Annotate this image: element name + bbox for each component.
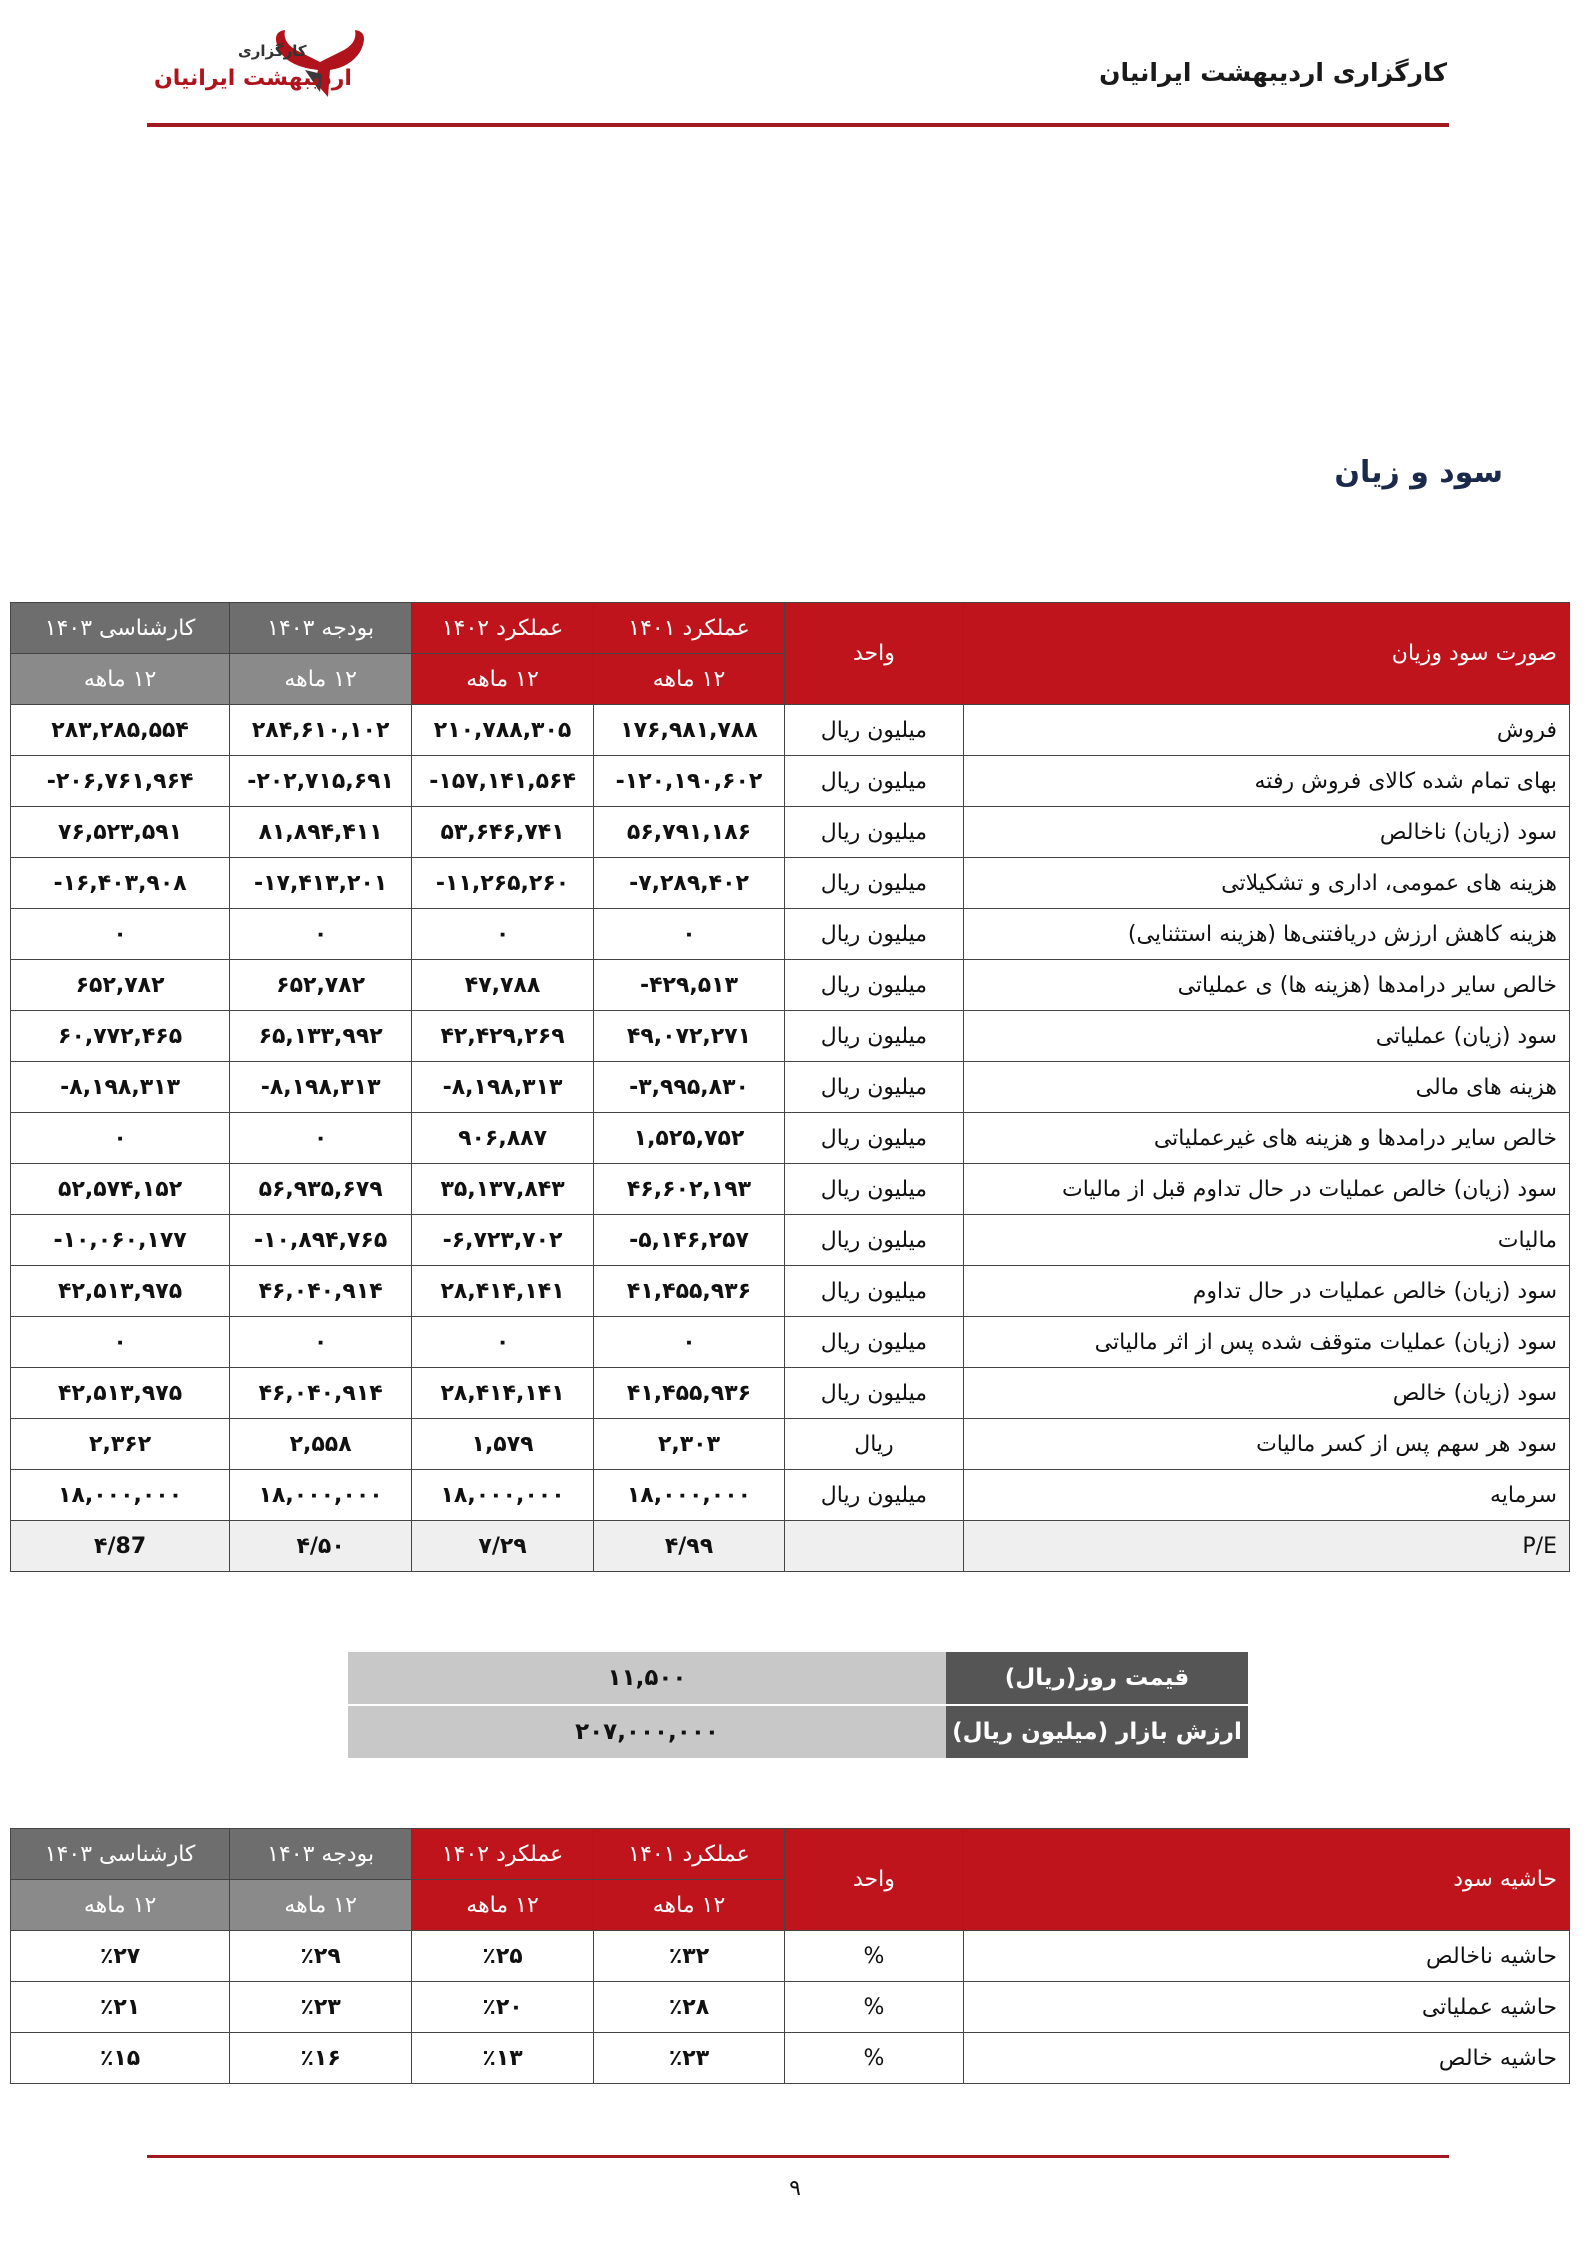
row-value: ۱۸,۰۰۰,۰۰۰ [230, 1470, 412, 1521]
row-value: ٪۲۰ [412, 1982, 594, 2033]
row-value: ٪۲۳ [230, 1982, 412, 2033]
row-value: -۶,۷۲۳,۷۰۲ [412, 1215, 594, 1266]
header-period3: ۱۲ ماهه [230, 1880, 412, 1931]
row-value: ۷/۲۹ [412, 1521, 594, 1572]
header-col2: عملکرد ۱۴۰۲ [412, 1829, 594, 1880]
row-value: ۶۵۲,۷۸۲ [230, 960, 412, 1011]
header-period3: ۱۲ ماهه [230, 654, 412, 705]
row-label: سرمایه [963, 1470, 1569, 1521]
row-label: سود (زیان) عملیاتی [963, 1011, 1569, 1062]
header-col3: بودجه ۱۴۰۳ [230, 603, 412, 654]
row-value: ۶۵۲,۷۸۲ [11, 960, 230, 1011]
header-col4: کارشناسی ۱۴۰۳ [11, 603, 230, 654]
row-value: ۴۲,۴۲۹,۲۶۹ [412, 1011, 594, 1062]
row-unit: میلیون ریال [784, 1215, 963, 1266]
table-row [11, 960, 1570, 1011]
table-row [11, 1062, 1570, 1113]
header-col4: کارشناسی ۱۴۰۳ [11, 1829, 230, 1880]
table-row [11, 1011, 1570, 1062]
row-unit: میلیون ریال [784, 705, 963, 756]
row-value: ٪۳۲ [594, 1931, 785, 1982]
logo-big-text: اردیبهشت ایرانیان [154, 66, 352, 91]
row-value: -۱۶,۴۰۳,۹۰۸ [11, 858, 230, 909]
table-row [11, 1521, 1570, 1572]
row-label: هزینه کاهش ارزش دریافتنی‌ها (هزینه استثنایی) [963, 909, 1569, 960]
table-row [11, 1368, 1570, 1419]
row-value: ۶۵,۱۳۳,۹۹۲ [230, 1011, 412, 1062]
row-value: ۴۲,۵۱۳,۹۷۵ [11, 1266, 230, 1317]
row-unit: میلیون ریال [784, 807, 963, 858]
table-row [11, 1266, 1570, 1317]
row-unit: میلیون ریال [784, 1368, 963, 1419]
row-label: هزینه های مالی [963, 1062, 1569, 1113]
row-value: ٪۲۳ [594, 2033, 785, 2084]
row-value: ۴۷,۷۸۸ [412, 960, 594, 1011]
price-label: قیمت روز(ریال) [946, 1652, 1248, 1705]
row-label: فروش [963, 705, 1569, 756]
row-value: ۲۸۳,۲۸۵,۵۵۴ [11, 705, 230, 756]
header-item: حاشیه سود [963, 1829, 1569, 1931]
row-label: سود (زیان) ناخالص [963, 807, 1569, 858]
row-value: ۰ [230, 1317, 412, 1368]
row-unit [784, 1521, 963, 1572]
row-unit: میلیون ریال [784, 909, 963, 960]
row-label: هزینه های عمومی، اداری و تشکیلاتی [963, 858, 1569, 909]
row-value: -۸,۱۹۸,۳۱۳ [230, 1062, 412, 1113]
income-statement-table [10, 602, 1570, 1572]
row-value: ۵۳,۶۴۶,۷۴۱ [412, 807, 594, 858]
row-value: ٪۲۸ [594, 1982, 785, 2033]
row-value: ۴۲,۵۱۳,۹۷۵ [11, 1368, 230, 1419]
row-unit: میلیون ریال [784, 960, 963, 1011]
table-row [11, 1317, 1570, 1368]
row-value: ٪۱۳ [412, 2033, 594, 2084]
row-value: -۸,۱۹۸,۳۱۳ [412, 1062, 594, 1113]
row-value: ۲۸۴,۶۱۰,۱۰۲ [230, 705, 412, 756]
header-period2: ۱۲ ماهه [412, 654, 594, 705]
row-value: ۷۶,۵۲۳,۵۹۱ [11, 807, 230, 858]
row-value: ۲۸,۴۱۴,۱۴۱ [412, 1266, 594, 1317]
row-value: ٪۱۵ [11, 2033, 230, 2084]
header-period4: ۱۲ ماهه [11, 1880, 230, 1931]
row-value: ۰ [11, 1317, 230, 1368]
company-logo [150, 22, 370, 112]
row-value: -۱۷,۴۱۳,۲۰۱ [230, 858, 412, 909]
row-value: ۱۸,۰۰۰,۰۰۰ [11, 1470, 230, 1521]
row-value: ۲,۳۶۲ [11, 1419, 230, 1470]
row-value: -۱۰,۸۹۴,۷۶۵ [230, 1215, 412, 1266]
row-value: ۱۸,۰۰۰,۰۰۰ [594, 1470, 785, 1521]
header-col1: عملکرد ۱۴۰۱ [594, 1829, 785, 1880]
row-value: ٪۲۹ [230, 1931, 412, 1982]
header-period1: ۱۲ ماهه [594, 1880, 785, 1931]
row-value: ۰ [230, 909, 412, 960]
row-label: P/E [963, 1521, 1569, 1572]
header-col1: عملکرد ۱۴۰۱ [594, 603, 785, 654]
row-value: -۱۵۷,۱۴۱,۵۶۴ [412, 756, 594, 807]
row-unit: % [784, 1931, 963, 1982]
profit-margin-table [10, 1828, 1570, 2084]
header-col2: عملکرد ۱۴۰۲ [412, 603, 594, 654]
row-value: -۲۰۲,۷۱۵,۶۹۱ [230, 756, 412, 807]
table-row [11, 909, 1570, 960]
row-unit: میلیون ریال [784, 1470, 963, 1521]
row-value: ۴۱,۴۵۵,۹۳۶ [594, 1368, 785, 1419]
row-label: بهای تمام شده کالای فروش رفته [963, 756, 1569, 807]
header-item: صورت سود وزیان [963, 603, 1569, 705]
header-col3: بودجه ۱۴۰۳ [230, 1829, 412, 1880]
row-value: ۳۵,۱۳۷,۸۴۳ [412, 1164, 594, 1215]
row-label: حاشیه خالص [963, 2033, 1569, 2084]
row-unit: میلیون ریال [784, 1011, 963, 1062]
row-value: ۴۶,۰۴۰,۹۱۴ [230, 1368, 412, 1419]
table-row [11, 1931, 1570, 1982]
row-label: سود (زیان) خالص [963, 1368, 1569, 1419]
row-label: حاشیه ناخالص [963, 1931, 1569, 1982]
row-value: ۱۷۶,۹۸۱,۷۸۸ [594, 705, 785, 756]
row-value: ۲۱۰,۷۸۸,۳۰۵ [412, 705, 594, 756]
row-unit: میلیون ریال [784, 1317, 963, 1368]
row-unit: میلیون ریال [784, 1164, 963, 1215]
row-label: سود (زیان) خالص عملیات در حال تداوم قبل از مالیات [963, 1164, 1569, 1215]
row-value: ۵۲,۵۷۴,۱۵۲ [11, 1164, 230, 1215]
row-unit: میلیون ریال [784, 756, 963, 807]
row-value: ۲,۳۰۳ [594, 1419, 785, 1470]
row-value: ۴۶,۰۴۰,۹۱۴ [230, 1266, 412, 1317]
table-row [11, 1164, 1570, 1215]
row-unit: میلیون ریال [784, 858, 963, 909]
row-value: ۶۰,۷۷۲,۴۶۵ [11, 1011, 230, 1062]
row-value: ۲,۵۵۸ [230, 1419, 412, 1470]
row-value: ۹۰۶,۸۸۷ [412, 1113, 594, 1164]
header-unit: واحد [784, 603, 963, 705]
logo-small-text: کارگزاری [238, 42, 307, 60]
row-label: خالص سایر درامدها (هزینه ها) ی عملیاتی [963, 960, 1569, 1011]
price-value: ۱۱,۵۰۰ [348, 1652, 946, 1705]
section-title: سود و زیان [1334, 455, 1503, 490]
header-period4: ۱۲ ماهه [11, 654, 230, 705]
market-cap-value: ۲۰۷,۰۰۰,۰۰۰ [348, 1705, 946, 1759]
row-value: ۰ [412, 909, 594, 960]
row-value: ۰ [11, 1113, 230, 1164]
row-value: -۱۰,۰۶۰,۱۷۷ [11, 1215, 230, 1266]
header-divider [147, 123, 1449, 127]
row-value: ۰ [11, 909, 230, 960]
row-unit: ریال [784, 1419, 963, 1470]
row-value: ٪۲۵ [412, 1931, 594, 1982]
row-value: ۰ [594, 909, 785, 960]
row-value: ۴۹,۰۷۲,۲۷۱ [594, 1011, 785, 1062]
row-value: ٪۱۶ [230, 2033, 412, 2084]
row-label: خالص سایر درامدها و هزینه های غیرعملیاتی [963, 1113, 1569, 1164]
header-unit: واحد [784, 1829, 963, 1931]
row-value: -۳,۹۹۵,۸۳۰ [594, 1062, 785, 1113]
row-value: ۲۸,۴۱۴,۱۴۱ [412, 1368, 594, 1419]
row-value: ۴/87 [11, 1521, 230, 1572]
table-row [11, 807, 1570, 858]
table-row [11, 1982, 1570, 2033]
row-value: ۵۶,۷۹۱,۱۸۶ [594, 807, 785, 858]
footer-divider [147, 2155, 1449, 2158]
row-unit: % [784, 1982, 963, 2033]
table-row [11, 705, 1570, 756]
row-value: ۰ [412, 1317, 594, 1368]
market-cap-label: ارزش بازار (میلیون ریال) [946, 1705, 1248, 1759]
table-row [11, 756, 1570, 807]
row-value: ۱,۵۷۹ [412, 1419, 594, 1470]
page-number: ۹ [789, 2176, 801, 2201]
row-value: -۴۲۹,۵۱۳ [594, 960, 785, 1011]
row-label: سود (زیان) عملیات متوقف شده پس از اثر مالیاتی [963, 1317, 1569, 1368]
table-row [11, 2033, 1570, 2084]
row-value: ٪۲۷ [11, 1931, 230, 1982]
row-value: ۵۶,۹۳۵,۶۷۹ [230, 1164, 412, 1215]
row-value: ۸۱,۸۹۴,۴۱۱ [230, 807, 412, 858]
row-value: ٪۲۱ [11, 1982, 230, 2033]
row-label: سود هر سهم پس از کسر مالیات [963, 1419, 1569, 1470]
row-value: -۱۱,۲۶۵,۲۶۰ [412, 858, 594, 909]
row-value: ۴۱,۴۵۵,۹۳۶ [594, 1266, 785, 1317]
row-unit: میلیون ریال [784, 1113, 963, 1164]
header-period1: ۱۲ ماهه [594, 654, 785, 705]
header-title: کارگزاری اردیبهشت ایرانیان [1099, 58, 1447, 87]
table-row [11, 1113, 1570, 1164]
row-unit: % [784, 2033, 963, 2084]
row-value: -۷,۲۸۹,۴۰۲ [594, 858, 785, 909]
row-value: -۱۲۰,۱۹۰,۶۰۲ [594, 756, 785, 807]
table-row [11, 1215, 1570, 1266]
row-unit: میلیون ریال [784, 1062, 963, 1113]
row-label: حاشیه عملیاتی [963, 1982, 1569, 2033]
row-value: -۸,۱۹۸,۳۱۳ [11, 1062, 230, 1113]
row-value: ۱,۵۲۵,۷۵۲ [594, 1113, 785, 1164]
row-value: ۰ [230, 1113, 412, 1164]
row-value: ۱۸,۰۰۰,۰۰۰ [412, 1470, 594, 1521]
row-value: -۲۰۶,۷۶۱,۹۶۴ [11, 756, 230, 807]
row-value: ۴/۵۰ [230, 1521, 412, 1572]
table-row [11, 858, 1570, 909]
row-unit: میلیون ریال [784, 1266, 963, 1317]
table-row [11, 1470, 1570, 1521]
row-label: مالیات [963, 1215, 1569, 1266]
row-value: ۰ [594, 1317, 785, 1368]
row-value: ۴/۹۹ [594, 1521, 785, 1572]
table-row [11, 1419, 1570, 1470]
market-price-box [348, 1652, 1248, 1760]
row-value: ۴۶,۶۰۲,۱۹۳ [594, 1164, 785, 1215]
row-label: سود (زیان) خالص عملیات در حال تداوم [963, 1266, 1569, 1317]
header-period2: ۱۲ ماهه [412, 1880, 594, 1931]
row-value: -۵,۱۴۶,۲۵۷ [594, 1215, 785, 1266]
